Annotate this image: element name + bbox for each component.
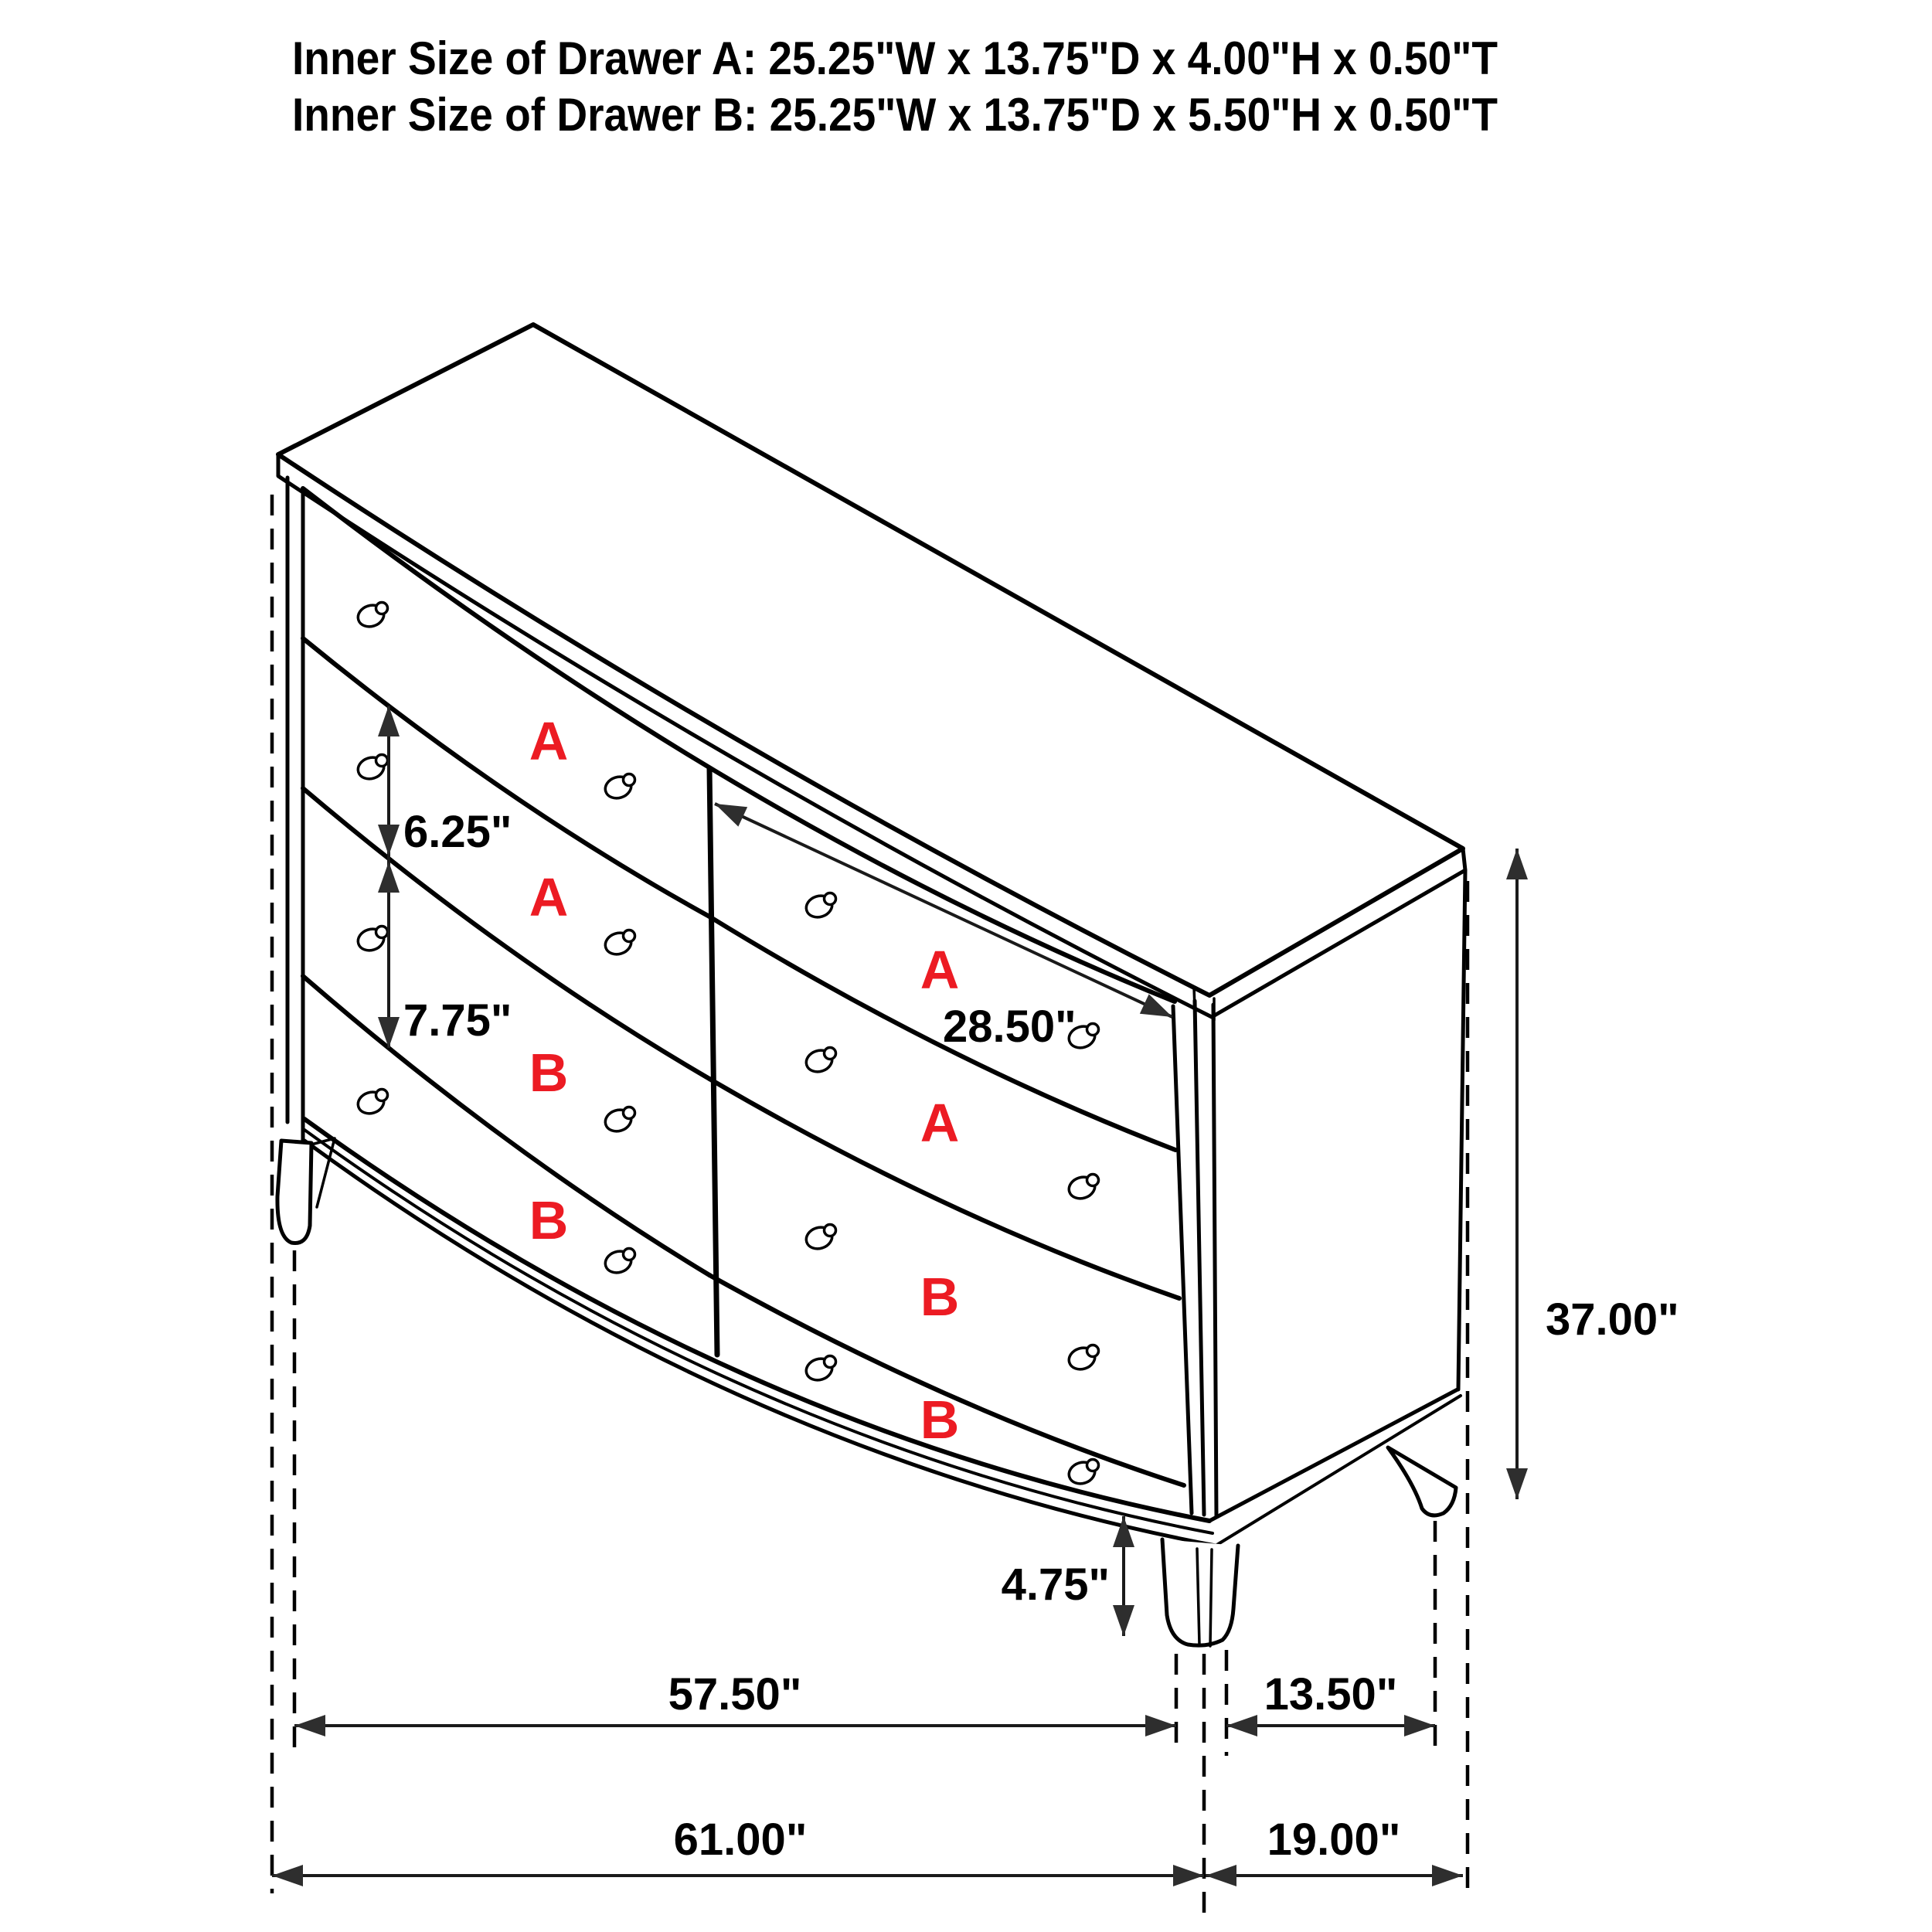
dresser-drawing: [277, 325, 1465, 1646]
drawer-knob-icon: [603, 930, 635, 957]
front-width-inner-label: 57.50": [668, 1669, 802, 1719]
side-panel-back-edge: [1458, 870, 1465, 1389]
top-panel: [278, 325, 1463, 995]
title-drawer-b: Inner Size of Drawer B: 25.25"W x 13.75"D x 5.50"H x 0.50"T: [292, 89, 1498, 141]
drawer-knob-icon: [1066, 1345, 1099, 1372]
left-drawer-label-a1: A: [529, 711, 569, 771]
total-depth-label: 19.00": [1267, 1815, 1401, 1865]
left-drawer-separations: [303, 638, 709, 1275]
right-drawer-label-a1: A: [920, 940, 960, 1000]
front-right-leg: [1162, 1539, 1238, 1646]
drawer-knob-icon: [804, 893, 836, 920]
title-drawer-a: Inner Size of Drawer A: 25.25"W x 13.75"D x 4.00"H x 0.50"T: [292, 32, 1498, 84]
drawer-knob-icon: [355, 602, 388, 630]
drawer-knob-icon: [355, 926, 388, 954]
leg-height-label: 4.75": [1001, 1560, 1110, 1610]
left-drawer-label-a2: A: [529, 867, 569, 927]
opening-width-label: 28.50": [943, 1002, 1077, 1052]
total-width-label: 61.00": [673, 1815, 808, 1865]
drawer-knob-icon: [804, 1355, 836, 1383]
drawer-knob-icon: [603, 1248, 635, 1276]
right-drawer-label-b1: B: [920, 1267, 960, 1327]
drawer-knob-icon: [1066, 1459, 1099, 1487]
total-height-label: 37.00": [1546, 1294, 1679, 1345]
center-divider: [709, 768, 717, 1355]
left-drawer-label-b2: B: [529, 1190, 569, 1250]
drawer-knob-icon: [804, 1047, 836, 1075]
right-drawer-label-a2: A: [920, 1093, 960, 1153]
right-drawer-label-b2: B: [920, 1389, 960, 1450]
title-block: [292, 32, 1498, 141]
drawer-knob-icon: [355, 1089, 388, 1117]
left-stile: [287, 478, 303, 1141]
left-drawer-label-b1: B: [529, 1043, 569, 1103]
drawer-knob-icon: [355, 754, 388, 782]
drawer-a-spacing-label: 6.25": [403, 807, 512, 857]
drawer-b-spacing-label: 7.75": [403, 995, 512, 1046]
drawer-knob-icon: [603, 774, 635, 801]
drawer-knob-icon: [603, 1107, 635, 1134]
drawer-knob-icon: [1066, 1174, 1099, 1202]
drawer-knob-icon: [804, 1224, 836, 1252]
side-depth-inner-label: 13.50": [1264, 1669, 1398, 1719]
rear-right-leg: [1388, 1447, 1456, 1515]
front-right-corner-post: [1173, 1001, 1216, 1516]
